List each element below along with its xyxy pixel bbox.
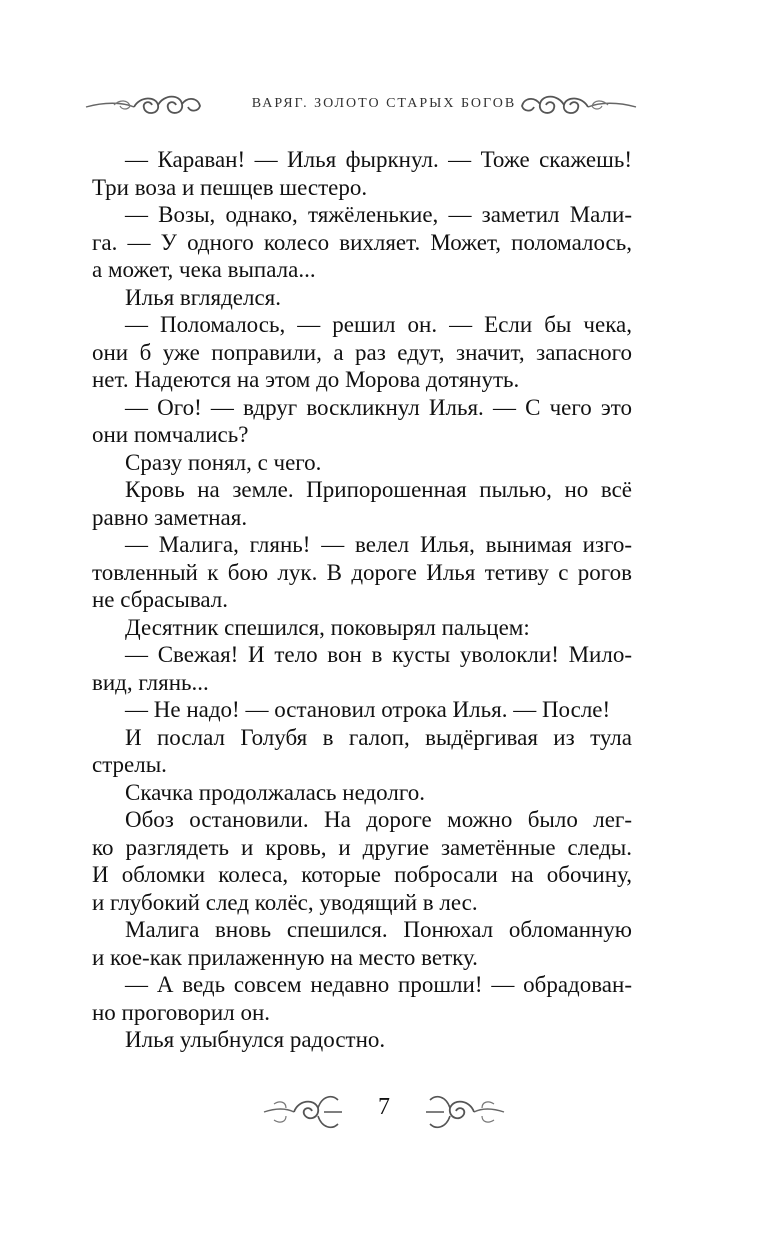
text-line: Три воза и пешцев шестеро. bbox=[92, 174, 368, 200]
page-footer bbox=[0, 1092, 768, 1132]
text-line: Сразу понял, с чего. bbox=[125, 449, 322, 475]
text-line: ко разглядеть и кровь, и другие заметённые следы. bbox=[92, 834, 632, 860]
paragraph bbox=[92, 779, 632, 807]
header-title: ВАРЯГ. ЗОЛОТО СТАРЫХ БОГОВ bbox=[251, 96, 517, 111]
text-line: Кровь на земле. Припорошенная пылью, но всё bbox=[125, 477, 632, 502]
text-line: а может, чека выпала... bbox=[92, 257, 316, 282]
text-line: — Караван! — Илья фыркнул. — Тоже скажешь! bbox=[125, 147, 632, 172]
text-line: не сбрасывал. bbox=[92, 587, 229, 612]
text-line: вид, глянь... bbox=[92, 669, 209, 695]
text-line: Обоз остановили. На дороге можно было лег- bbox=[125, 807, 632, 832]
paragraph bbox=[92, 614, 632, 642]
paragraph bbox=[92, 1026, 632, 1054]
text-line: они помчались? bbox=[92, 422, 249, 447]
text-line: Малига вновь спешился. Понюхал обломанную bbox=[125, 917, 632, 942]
text-line: — Ого! — вдруг воскликнул Илья. — С чего это bbox=[125, 394, 632, 420]
text-line: стрелы. bbox=[92, 752, 167, 777]
text-line: нет. Надеются на этом до Морова дотянуть. bbox=[92, 367, 520, 392]
text-line: — Малига, глянь! — велел Илья, вынимая изго- bbox=[125, 532, 632, 557]
footer-right-flourish-icon bbox=[424, 1092, 506, 1132]
text-line: — Возы, однако, тяжёленькие, — заметил Мали- bbox=[125, 202, 632, 227]
paragraph bbox=[92, 971, 632, 1026]
text-line: но проговорил он. bbox=[92, 999, 271, 1025]
paragraph bbox=[92, 201, 632, 284]
text-line: равно заметная. bbox=[92, 504, 248, 530]
text-line: — А ведь совсем недавно прошли! — обрадован- bbox=[125, 972, 632, 997]
text-line: И послал Голубя в галоп, выдёргивая из тула bbox=[125, 724, 632, 750]
page-number: 7 bbox=[378, 1094, 390, 1120]
text-line: — Поломалось, — решил он. — Если бы чека, bbox=[125, 312, 632, 337]
body-text bbox=[92, 146, 632, 1054]
text-line: они б уже поправили, а раз едут, значит, запасного bbox=[92, 339, 632, 365]
paragraph bbox=[92, 394, 632, 449]
text-line: И обломки колеса, которые побросали на обочину, bbox=[92, 862, 632, 887]
paragraph bbox=[92, 476, 632, 531]
paragraph bbox=[92, 146, 632, 201]
paragraph bbox=[92, 806, 632, 916]
header-right-flourish-icon bbox=[520, 90, 638, 120]
paragraph bbox=[92, 284, 632, 312]
running-header bbox=[0, 86, 768, 126]
paragraph bbox=[92, 696, 632, 724]
text-line: — Свежая! И тело вон в кусты уволокли! Мило- bbox=[125, 642, 632, 667]
text-line: Илья вгляделся. bbox=[125, 284, 282, 310]
text-line: Скачка продолжалась недолго. bbox=[125, 779, 425, 805]
text-line: — Не надо! — остановил отрока Илья. — После! bbox=[125, 697, 611, 722]
text-line: га. — У одного колесо вихляет. Может, поломалось, bbox=[92, 229, 632, 255]
text-line: Илья улыбнулся радостно. bbox=[125, 1027, 386, 1052]
paragraph bbox=[92, 449, 632, 477]
paragraph bbox=[92, 311, 632, 394]
paragraph bbox=[92, 531, 632, 614]
text-line: и кое-как прилаженную на место ветку. bbox=[92, 944, 478, 970]
paragraph bbox=[92, 641, 632, 696]
text-line: Десятник спешился, поковырял пальцем: bbox=[125, 614, 530, 640]
paragraph bbox=[92, 724, 632, 779]
text-line: товленный к бою лук. В дороге Илья тетиву с рогов bbox=[92, 559, 632, 585]
text-line: и глубокий след колёс, уводящий в лес. bbox=[92, 889, 478, 915]
paragraph bbox=[92, 916, 632, 971]
